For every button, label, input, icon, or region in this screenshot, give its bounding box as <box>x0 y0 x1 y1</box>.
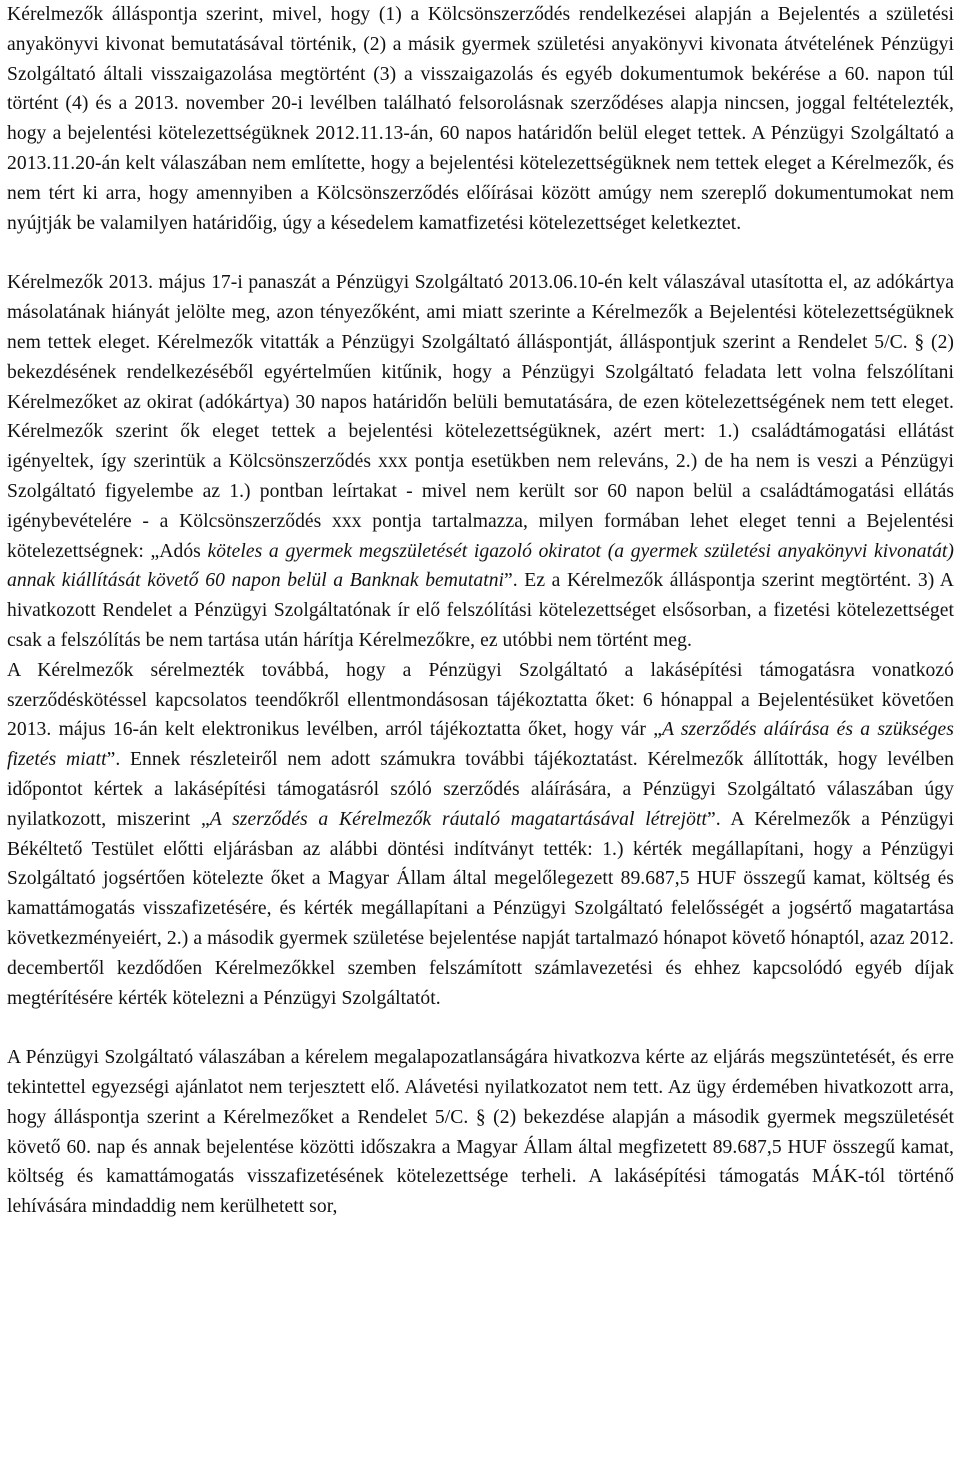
paragraph-spacer <box>7 1013 954 1043</box>
italic-quote-text: köteles a gyermek megszületését igazoló okiratot (a gyermek születési anyakönyvi kivonatát) annak kiállítását követő 60 napon belül a Banknak bemutatni <box>7 540 954 592</box>
paragraph-text-run: Kérelmezők 2013. május 17-i panaszát a Pénzügyi Szolgáltató 2013.06.10-én kelt válaszával utasította el, az adókártya másolatának hiányát jelölte meg, azon tényezőként, ami miatt szerinte a Kérelmezők a Bejelentési kötelezettségüknek nem tettek eleget. Kérelmezők vitatták a Pénzügyi Szolgáltató álláspontját, álláspontjuk szerint a Rendelet 5/C. § (2) bekezdésének rendelkezéséből egyértelműen kitűnik, hogy a Pénzügyi Szolgáltató feladata lett volna felszólítani Kérelmezőket az okirat (adókártya) 30 napos határidőn belüli bemutatására, de ezen kötelezettségének nem tett eleget. Kérelmezők szerint ők eleget tettek a bejelentési kötelezettségüknek, azért mert: 1.) családtámogatási ellátást igényeltek, így szerintük a Kölcsönszerződés xxx pontja esetükben nem releváns, 2.) de ha nem is veszi a Pénzügyi Szolgáltató figyelembe az 1.) pontban leírtakat - mivel nem került sor 60 napon belül a családtámogatási ellátás igénybevételére - a Kölcsönszerződés xxx pontja tartalmazza, milyen formában lehet eleget tenni a Bejelentési kötelezettségnek: „Adós <box>7 272 954 562</box>
paragraph-penzugyi-szolgaltato-valasza <box>7 1043 954 1222</box>
paragraph-text-run: Kérelmezők álláspontja szerint, mivel, hogy (1) a Kölcsönszerződés rendelkezései alapján a Bejelentés a születési anyakönyvi kivonat bemutatásával történik, (2) a másik gyermek születési anyakönyvi kivonata átvételének Pénzügyi Szolgáltató általi visszaigazolása megtörtént (3) a visszaigazolás és egyéb dokumentumok bekérése a 60. napon túl történt (4) és a 2013. november 20-i levélben található felsorolásnak szerződéses alapja nincsen, joggal feltételezték, hogy a bejelentési kötelezettségüknek 2012.11.13-án, 60 napos határidőn belül eleget tettek. A Pénzügyi Szolgáltató a 2013.11.20-án kelt válaszában nem említette, hogy a bejelentési kötelezettségüknek nem tettek eleget a Kérelmezők, és nem tért ki arra, hogy amennyiben a Kölcsönszerződés előírásai között amúgy nem szereplő dokumentumokat nem nyújtják be valamilyen határidőig, úgy a késedelem kamatfizetési kötelezettséget keletkeztet. <box>7 4 954 234</box>
paragraph-text-run: ”. A Kérelmezők a Pénzügyi Békéltető Testület előtti eljárásban az alábbi döntési indítványt tették: 1.) kérték megállapítani, hogy a Pénzügyi Szolgáltató jogsértően kötelezte őket a Magyar Állam által megelőlegezett 89.687,5 HUF összegű kamat, költség és kamattámogatás visszafizetésére, és kérték megállapítani a Pénzügyi Szolgáltató felelősségét a jogsértő magatartása következményeiért, 2.) a második gyermek születése bejelentése napját tartalmazó hónapot követő hónaptól, azaz 2012. decembertől kezdődően Kérelmezőkkel szemben felszámított számlavezetési és ehhez kapcsolódó egyéb díjak megtérítésére kérték kötelezni a Pénzügyi Szolgáltatót. <box>7 808 955 1009</box>
paragraph-text-run: A Kérelmezők sérelmezték továbbá, hogy a Pénzügyi Szolgáltató a lakásépítési támogatásra vonatkozó szerződéskötéssel kapcsolatos teendőkről ellentmondásosan tájékoztatta őket: 6 hónappal a Bejelentésüket követően 2013. május 16-án kelt elektronikus levélben, arról tájékoztatta őket, hogy vár „ <box>7 659 954 741</box>
paragraph-text-run: A Pénzügyi Szolgáltató válaszában a kérelem megalapozatlanságára hivatkozva kérte az eljárás megszüntetését, és erre tekintettel egyezségi ajánlatot nem terjesztett elő. Alávetési nyilatkozatot nem tett. Az ügy érdemében hivatkozott arra, hogy álláspontja szerint a Kérelmezőket a Rendelet 5/C. § (2) bekezdése alapján a második gyermek megszületését követő 60. nap és annak bejelentése közötti időszakra a Magyar Állam által megfizetett 89.687,5 HUF összegű kamat, költség és kamattámogatás visszafizetésének kötelezettsége terheli. A lakásépítési támogatás MÁK-tól történő lehívására mindaddig nem kerülhetett sor, <box>7 1047 954 1218</box>
paragraph-panasz-elutasitasa <box>7 268 954 655</box>
italic-quote-text: A szerződés aláírása és a szükséges fizetés miatt <box>7 719 954 771</box>
paragraph-text-run: ”. Ez a Kérelmezők álláspontja szerint megtörtént. 3) A hivatkozott Rendelet a Pénzügyi Szolgáltatónak ír elő felszólítási kötelezettséget elsősorban, a fizetési kötelezettséget csak a felszólítás be nem tartása után hárítja Kérelmezőkre, ez utóbbi nem történt meg. <box>7 570 954 651</box>
italic-quote-text: A szerződés a Kérelmezők ráutaló magatartásával létrejött <box>209 808 708 830</box>
paragraph-serelmezett-tajekoztatas <box>7 656 954 1014</box>
paragraph-kerelmezok-allaspontja <box>7 0 954 238</box>
paragraph-spacer <box>7 238 954 268</box>
paragraph-text-run: ”. Ennek részleteiről nem adott számukra további tájékoztatást. Kérelmezők állították, hogy levélben időpontot kértek a lakásépítési támogatásról szóló szerződés aláírására, a Pénzügyi Szolgáltató válaszában úgy nyilatkozott, miszerint „ <box>7 749 954 830</box>
